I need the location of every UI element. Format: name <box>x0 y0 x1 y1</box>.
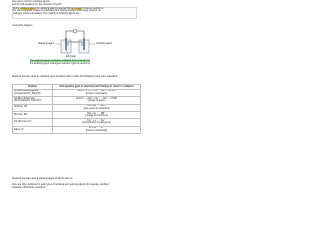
half-equation-cell <box>53 89 141 96</box>
mid-instruction: Students that can name an oxidising agent should be able to state the following in their redox equations: <box>12 76 118 78</box>
oxidiser-name: Iodine, I2 <box>13 126 53 133</box>
oxidiser-name: Acidified dichromate (dichromate(VI), K2Cr2O7) <box>13 97 53 104</box>
intro-line-1: Give some common oxidising agents <box>12 1 50 3</box>
intro-line-2: and the half-equations for the reduction of each? <box>12 3 62 6</box>
colour-change: (brown to colourless) <box>85 129 108 132</box>
right-electrode <box>83 38 85 50</box>
footer-1-text: The reducing agent undergoes oxidation (loss of electrons) <box>30 60 90 62</box>
definition-line-2: the one compound. It takes on electrons from another species while being reduced. Its <box>13 10 101 13</box>
table-row <box>13 89 141 96</box>
header-oxidiser: Oxidiser <box>13 85 53 90</box>
definition-highlight: is reduced <box>71 7 82 10</box>
half-equation-cell <box>53 97 141 104</box>
half-equation-cell <box>53 119 141 126</box>
header-half-equation: Half-equation (gain of electrons) and changes in colour or oxidation <box>53 85 141 90</box>
outro-line-1: Students that can name a reducing agent should be able to: <box>12 178 73 180</box>
outro-line-3: potassium dichromate reduction). <box>12 186 46 189</box>
colour-change: (yellow/brown to pale green) <box>82 122 111 125</box>
diagram-footer-2: the oxidising agent undergoes reduction (gain of electrons) <box>30 62 90 65</box>
oxidising-agents-table <box>12 84 141 134</box>
definition-text-1: Define oxidising agent: An oxidising agent is species that is reduced. It has an electron in <box>13 7 104 10</box>
meter-icon <box>73 29 77 33</box>
table-row <box>13 126 141 133</box>
half-equation: Cr2O7²⁻ + 14H⁺ + 6e⁻ → 2Cr³⁺ + 7H2O <box>75 97 118 100</box>
definition-line-3: oxidation number decreases. The majority of oxidising agents are... <box>13 13 82 16</box>
colour-change: (pale yellow to colourless) <box>83 107 110 110</box>
left-electrode <box>65 38 67 50</box>
half-equation: I2 + 2e⁻ → 2I⁻ <box>88 127 104 130</box>
table-row <box>13 97 141 104</box>
oxidiser-name: Iron(III) ions, Fe³⁺ <box>13 119 53 126</box>
oxidiser-name: Bromine, Br2 <box>13 111 53 118</box>
colour-change: (orange to colourless) <box>85 115 108 118</box>
half-equation: Cl2 + 2e⁻ → 2Cl⁻ <box>87 105 106 108</box>
half-equation-cell <box>53 111 141 118</box>
half-equation: MnO4⁻ + 8H⁺ + 5e⁻ → Mn²⁺ + 4H2O <box>77 90 116 93</box>
oxidiser-name: Acidified permanganate (manganate(VII), KMnO4) <box>13 89 53 96</box>
reducing-agent-label: Reducing agent <box>38 42 55 45</box>
definition-highlight: oxidising agent <box>20 7 36 10</box>
oxidising-agent-label: Oxidising agent <box>96 42 112 45</box>
oxidiser-name: Chlorine, Cl2 <box>13 104 53 111</box>
table-row <box>13 111 141 118</box>
half-equation: Br2 + 2e⁻ → 2Br⁻ <box>87 112 106 115</box>
outro-line-2: Give one other definition for each types of oxidising and reducing agents (for example, acidified <box>12 184 109 186</box>
electrode-label: Electrode <box>66 56 76 58</box>
half-equation-cell <box>53 104 141 111</box>
table-row <box>13 119 141 126</box>
diagram-caption: Look at the diagram <box>12 25 33 27</box>
half-equation-cell <box>53 126 141 133</box>
table-row <box>13 104 141 111</box>
colour-change: (purple to colourless) <box>85 92 108 95</box>
colour-change: (orange to green) <box>87 100 106 103</box>
half-equation: Fe³⁺ + e⁻ → Fe²⁺ <box>87 119 106 122</box>
